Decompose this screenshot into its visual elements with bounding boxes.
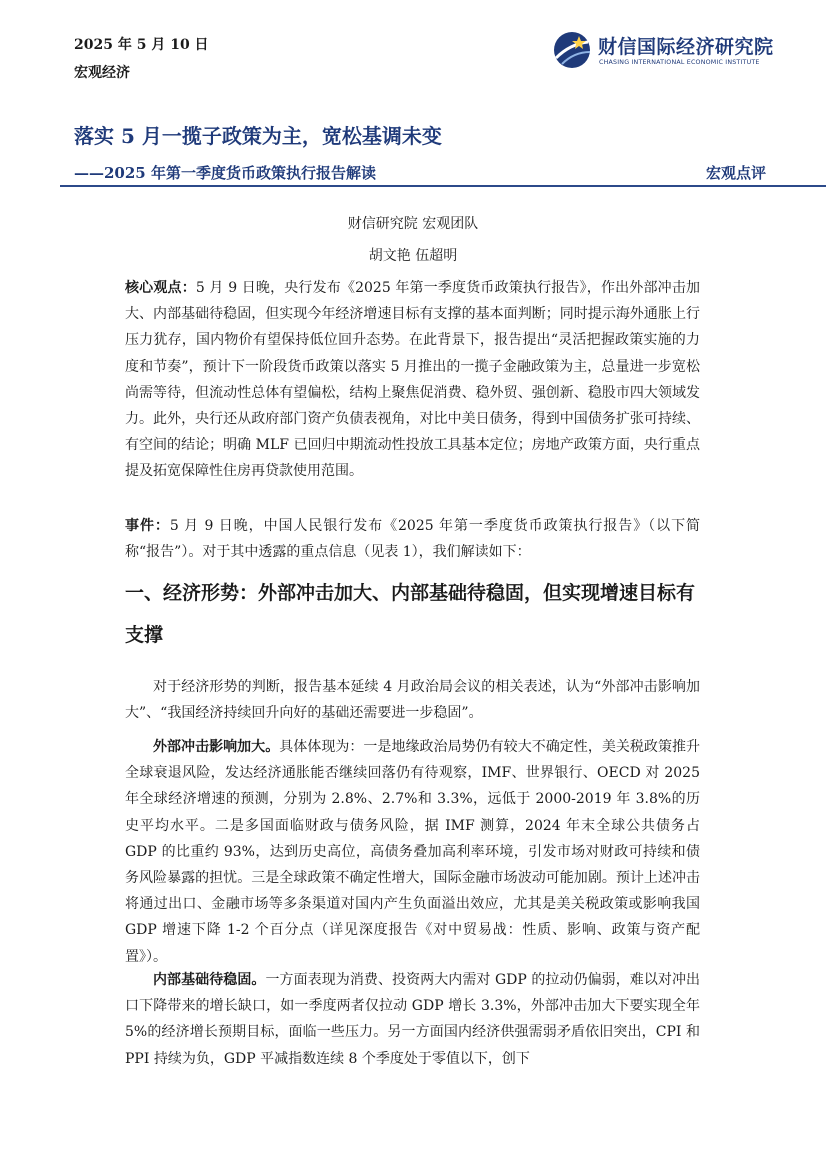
event-label: 事件： (125, 518, 170, 534)
header-date: 2025 年 5 月 10 日 (74, 37, 209, 53)
page-subtitle: ——2025 年第一季度货币政策执行报告解读 (74, 164, 376, 182)
logo-name-en: CHASING INTERNATIONAL ECONOMIC INSTITUTE (599, 59, 760, 66)
internal-base-text: 一方面表现为消费、投资两大内需对 GDP 的拉动仍偏弱，难以对冲出口下降带来的增长缺口，如一季度两者仅拉动 GDP 增长 3.3%，外部冲击加大下要实现全年 5%的经济增长预期目标，面临一些压力。另一方面国内经济供强需弱矛盾依旧突出，CPI 和 PPI 持续为负，GDP 平减指数连续 8 个季度处于零值以下，创下 (125, 972, 701, 1067)
author-names: 胡文艳 伍超明 (368, 248, 458, 264)
logo-emblem-icon (552, 30, 592, 70)
core-viewpoint-paragraph (125, 275, 700, 485)
page-title: 落实 5 月一揽子政策为主，宽松基调未变 (74, 124, 442, 148)
event-text: 5 月 9 日晚，中国人民银行发布《2025 年第一季度货币政策执行报告》（以下简称“报告”）。对于其中透露的重点信息（见表 1），我们解读如下： (125, 518, 701, 561)
external-shock-text: 具体体现为：一是地缘政治局势仍有较大不确定性，美关税政策推升全球衰退风险，发达经济通胀能否继续回落仍有待观察，IMF、世界银行、OECD 对 2025 年全球经济增速的预测，分别为 2.8%、2.7%和 3.3%，远低于 2000-2019 年 3.8%的历史平均水平。二是多国面临财政与债务风险，据 IMF 测算，2024 年末全球公共债务占 GDP 的比重约 93%，达到历史高位，高债务叠加高利率环境，引发市场对财政可持续和债务风险暴露的担忧。三是全球政策不确定性增大，国际金融市场波动可能加剧。预计上述冲击将通过出口、金融市场等多条渠道对国内产生负面溢出效应，尤其是美关税政策或影响我国 GDP 增速下降 1-2 个百分点（详见深度报告《对中贸易战：性质、影响、政策与资产配置》）。 (125, 739, 701, 965)
section-paragraph-1: 对于经济形势的判断，报告基本延续 4 月政治局会议的相关表述，认为“外部冲击影响加大”、“我国经济持续回升向好的基础还需要进一步稳固”。 (125, 679, 700, 722)
report-type-label: 宏观点评 (705, 164, 766, 182)
core-viewpoint-text: 5 月 9 日晚，央行发布《2025 年第一季度货币政策执行报告》，作出外部冲击加大、内部基础待稳固，但实现今年经济增速目标有支撑的基本面判断；同时提示海外通胀上行压力犹存，国内物价有望保持低位回升态势。在此背景下，报告提出“灵活把握政策实施的力度和节奏”，预计下一阶段货币政策以落实 5 月推出的一揽子金融政策为主，总量进一步宽松尚需等待，但流动性总体有望偏松，结构上聚焦促消费、稳外贸、强创新、稳股市四大领域发力。此外，央行还从政府部门资产负债表视角，对比中美日债务，得到中国债务扩张可持续、有空间的结论；明确 MLF 已回归中期流动性投放工具基本定位；房地产政策方面，央行重点提及拓宽保障性住房再贷款使用范围。 (125, 280, 701, 480)
header-divider (60, 185, 826, 187)
section-heading: 一、经济形势：外部冲击加大、内部基础待稳固，但实现增速目标有支撑 (125, 582, 696, 646)
internal-base-label: 内部基础待稳固。 (153, 972, 266, 988)
external-shock-label: 外部冲击影响加大。 (153, 739, 280, 755)
institute-logo (552, 30, 772, 74)
logo-name-cn: 财信国际经济研究院 (598, 36, 774, 58)
section-paragraph-3 (125, 967, 700, 1072)
research-team: 财信研究院 宏观团队 (347, 216, 479, 232)
core-viewpoint-label: 核心观点： (125, 280, 196, 296)
section-paragraph-2 (125, 734, 700, 970)
header-category: 宏观经济 (74, 65, 130, 81)
event-paragraph (125, 513, 700, 565)
